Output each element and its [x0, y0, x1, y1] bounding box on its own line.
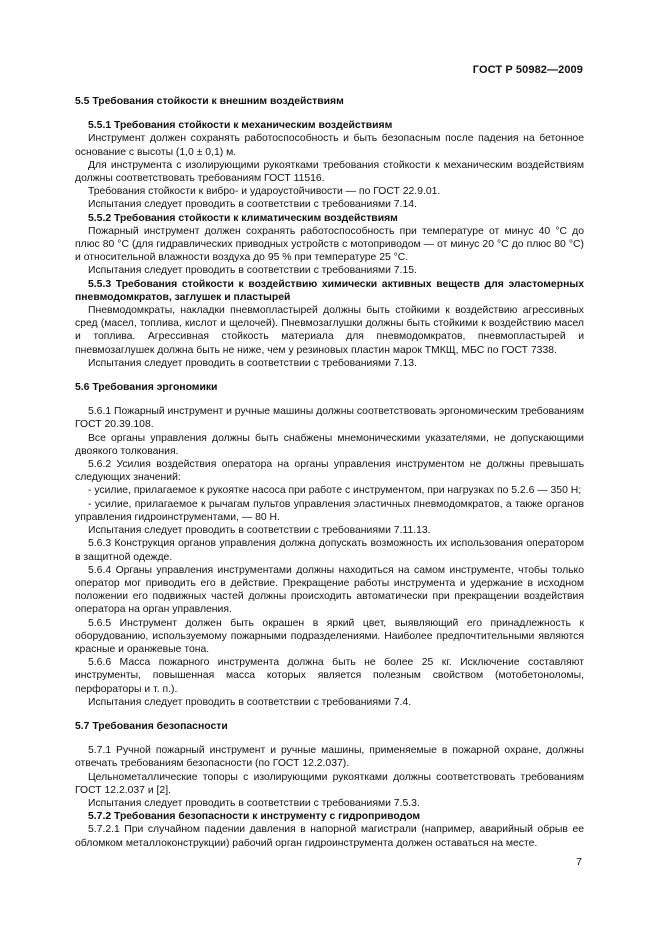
paragraph: 5.6.1 Пожарный инструмент и ручные машины должны соответствовать эргономическим требованиям ГОСТ 20.39.108. — [75, 406, 584, 431]
paragraph: 5.6.2 Усилия воздействия оператора на органы управления инструментом не должны превышать следующих значений: — [75, 459, 584, 484]
paragraph: Испытания следует проводить в соответствии с требованиями 7.13. — [88, 357, 417, 369]
section-heading: 5.6 Требования эргономики — [75, 382, 218, 394]
paragraph: Испытания следует проводить в соответствии с требованиями 7.5.3. — [88, 797, 420, 809]
paragraph: 5.7.2.1 При случайном падении давления в напорной магистрали (например, аварийный обрыв ее обломком металлоконструкции) рабочий орган гидроинструмента должен оставаться на месте. — [75, 824, 584, 849]
paragraph: Испытания следует проводить в соответствии с требованиями 7.11.13. — [88, 525, 431, 537]
paragraph: 5.7.1 Ручной пожарный инструмент и ручные машины, применяемые в пожарной охране, должны отвечать требованиям безопасности (по ГОСТ 12.2.037). — [75, 745, 584, 770]
section-heading: 5.5 Требования стойкости к внешним воздействиям — [75, 96, 344, 107]
paragraph: Инструмент должен сохранять работоспособность и быть безопасным после падения на бетонное основание с высоты (1,0 ± 0,1) м. — [75, 133, 584, 158]
section-spacer — [75, 108, 584, 119]
paragraph: - усилие, прилагаемое к рукоятке насоса при работе с инструментом, при нагрузках по 5.2.6 — 350 Н; — [88, 485, 582, 497]
section-heading: 5.7 Требования безопасности — [75, 720, 228, 732]
section-heading: 5.5.3 Требования стойкости к воздействию химически активных веществ для эластомерных пневмодомкратов, заглушек и пластырей — [75, 278, 584, 303]
section-heading: 5.7.2 Требования безопасности к инструменту с гидроприводом — [88, 811, 421, 823]
paragraph: Пожарный инструмент должен сохранять работоспособность при температуре от минус 40 °С до плюс 80 °С (для гидравлических приводных устройств с мотоприводом — от минус 20 °С до плюс 80 °С) и относительной влажности воздуха до 95 % при температуре 25 °С. — [75, 225, 584, 264]
paragraph: Испытания следует проводить в соответствии с требованиями 7.14. — [88, 199, 417, 211]
section-spacer — [75, 394, 584, 405]
section-spacer — [75, 733, 584, 744]
paragraph: Требования стойкости к вибро- и удароустойчивости — по ГОСТ 22.9.01. — [88, 186, 441, 198]
section-heading: 5.5.2 Требования стойкости к климатическим воздействиям — [88, 212, 398, 224]
section-heading: 5.5.1 Требования стойкости к механическим воздействиям — [88, 120, 393, 132]
page-number: 7 — [576, 856, 582, 868]
paragraph: Все органы управления должны быть снабжены мнемоническими указателями, не допускающими двоякого толкования. — [75, 432, 584, 457]
paragraph: 5.6.4 Органы управления инструментами должны находиться на самом инструменте, чтобы только оператор мог приводить его в действие. Прекращение работы инструмента и удержание в исходном положении его подвижных частей должны происходить автоматически при прекращении воздействия оператора на орган управления. — [75, 564, 584, 616]
section-spacer — [75, 709, 584, 720]
document-body — [75, 95, 584, 850]
paragraph: Для инструмента с изолирующими рукоятками требования стойкости к механическим воздействиям должны соответствовать требованиям ГОСТ 11516. — [75, 159, 584, 185]
standard-number-header: ГОСТ Р 50982—2009 — [472, 64, 583, 76]
paragraph: Цельнометаллические топоры с изолирующими рукоятками должны соответствовать требованиям ГОСТ 12.2.037 и [2]. — [75, 771, 584, 796]
paragraph: Испытания следует проводить в соответствии с требованиями 7.15. — [88, 265, 417, 277]
section-spacer — [75, 370, 584, 381]
paragraph: 5.6.5 Инструмент должен быть окрашен в яркий цвет, выявляющий его принадлежность к оборудованию, используемому пожарными подразделениями. Наиболее предпочтительными являются красные и оранжевые тона. — [75, 617, 584, 655]
paragraph: Испытания следует проводить в соответствии с требованиями 7.4. — [88, 696, 412, 708]
paragraph: - усилие, прилагаемое к рычагам пультов управления эластичных пневмодомкратов, а также органов управления гидроинструментами, — 80 Н. — [75, 498, 584, 523]
paragraph: 5.6.3 Конструкция органов управления должна допускать возможность их использования оператором в защитной одежде. — [75, 538, 584, 563]
paragraph: 5.6.6 Масса пожарного инструмента должна быть не более 25 кг. Исключение составляют инструменты, повышенная масса которых является полезным свойством (мотобетоноломы, перфораторы и т. п.). — [75, 657, 584, 695]
paragraph: Пневмодомкраты, накладки пневмопластырей должны быть стойкими к воздействию агрессивных сред (масел, топлива, кислот и щелочей). Пневмозаглушки должны быть стойкими к воздействию масел и топлива. Агрессивная стойкость материала для пневмодомкратов, пневмопластырей и пневмозаглушек должна быть не ниже, чем у резиновых пластин марок ТМКЩ, МБС по ГОСТ 7338. — [75, 305, 584, 356]
